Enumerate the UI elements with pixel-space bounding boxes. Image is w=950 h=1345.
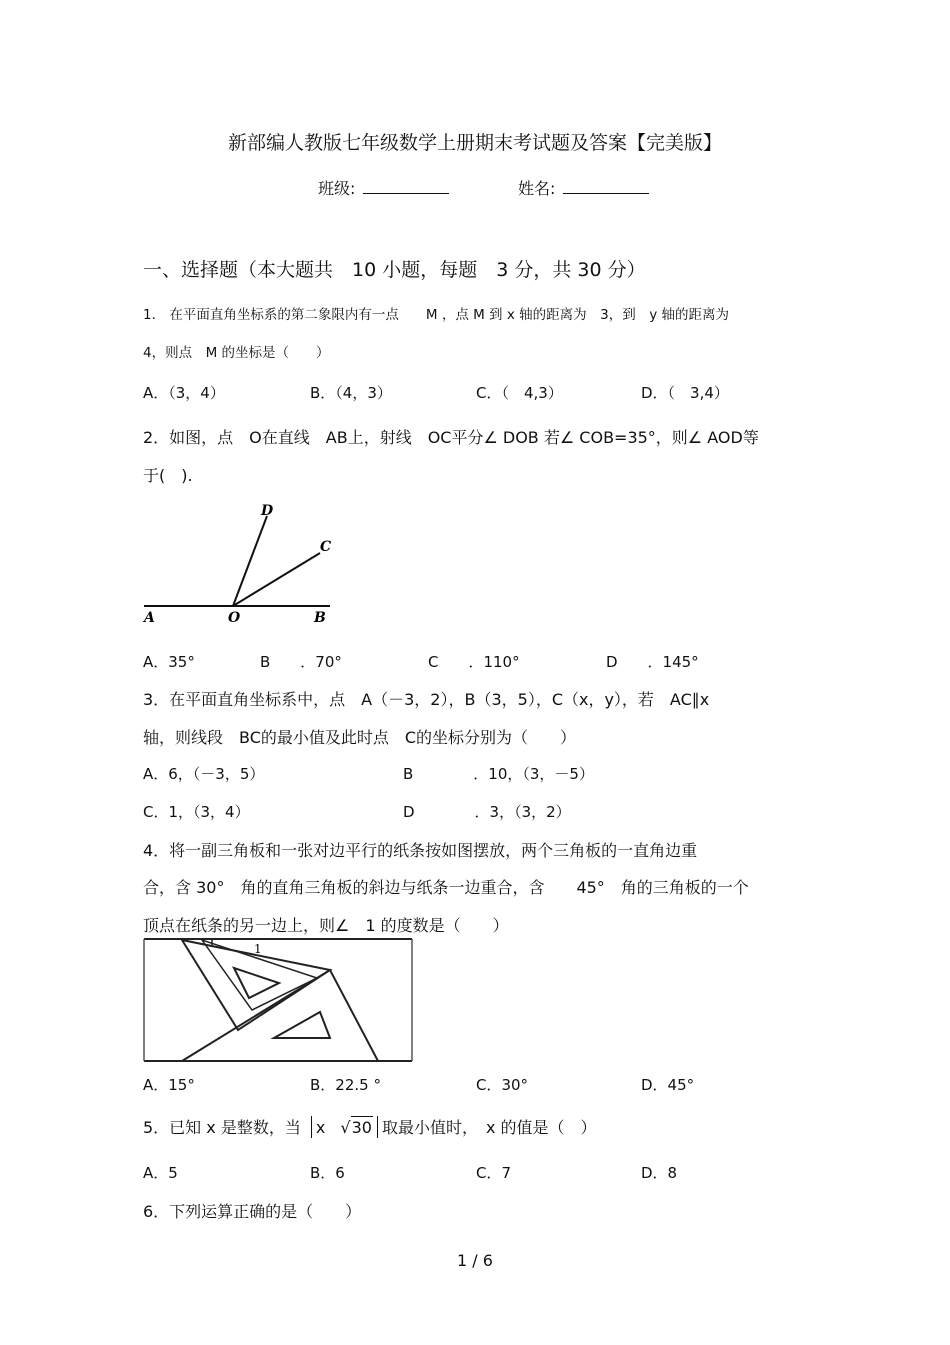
document-title: 新部编人教版七年级数学上册期末考试题及答案【完美版】 — [227, 132, 722, 154]
angle-1-label: 1 — [254, 942, 262, 956]
q5-option-d: D．8 — [641, 1164, 678, 1182]
name-blank[interactable] — [563, 179, 649, 194]
q5-absolute-expression — [311, 1116, 378, 1138]
ray-oc — [233, 553, 320, 606]
q1-option-b: B．（4，3） — [310, 384, 392, 402]
class-label: 班级: — [318, 179, 356, 198]
triangle-45 — [182, 970, 378, 1061]
page-number: 1 / 6 — [457, 1251, 493, 1270]
class-field — [318, 176, 449, 199]
q5-abs-x: x — [315, 1117, 326, 1137]
q4-option-d: D．45° — [641, 1076, 695, 1094]
q5-prefix: 5．已知 x 是整数，当 — [143, 1118, 301, 1137]
q2-line2: 于( ). — [143, 466, 193, 485]
q1-line1: 1． 在平面直角坐标系的第二象限内有一点 M ，点 M 到 x 轴的距离为 3，到 y 轴的距离为 — [143, 307, 729, 323]
q3-option-d: D ．3，（3，2） — [403, 803, 571, 821]
q1-line2: 4，则点 M 的坐标是（ ） — [143, 345, 330, 361]
q3-line2: 轴，则线段 BC的最小值及此时点 C的坐标分别为（ ） — [143, 728, 577, 747]
q2-option-a: A．35° — [143, 653, 195, 671]
q3-option-c: C．1，（3，4） — [143, 803, 250, 821]
q2-option-c: C ．110° — [428, 653, 520, 671]
label-o: O — [228, 610, 241, 626]
triangle-45-hole — [274, 1012, 330, 1038]
q1-option-c: C．（ 4,3） — [476, 384, 563, 402]
q5-suffix: 取最小值时， x 的值是（ ） — [381, 1118, 597, 1137]
q1-option-a: A．（3，4） — [143, 384, 225, 402]
q3-option-a: A．6，（－3，5） — [143, 765, 265, 783]
q5-line — [143, 1115, 597, 1138]
q5-option-c: C．7 — [476, 1164, 512, 1182]
label-c: C — [320, 539, 332, 555]
q2-option-d: D ．145° — [606, 653, 699, 671]
q2-option-b: B ．70° — [260, 653, 342, 671]
q5-radicand: 30 — [351, 1117, 372, 1137]
q5-option-b: B．6 — [310, 1164, 345, 1182]
ray-od — [233, 516, 267, 606]
q3-option-b: B ．10，（3，－5） — [403, 765, 594, 783]
sqrt-icon: √ — [340, 1117, 351, 1137]
name-label: 姓名: — [518, 179, 556, 198]
section-heading: 一、选择题（本大题共 10 小题，每题 3 分，共 30 分） — [143, 259, 646, 281]
class-blank[interactable] — [363, 179, 449, 194]
triangle-ruler-figure — [142, 938, 414, 1064]
q4-option-c: C．30° — [476, 1076, 529, 1094]
label-b: B — [314, 610, 326, 626]
q5-option-a: A．5 — [143, 1164, 178, 1182]
label-a: A — [144, 610, 155, 626]
label-d: D — [261, 503, 274, 519]
q3-line1: 3．在平面直角坐标系中，点 A（－3，2），B（3，5），C（x，y），若 AC∥x — [143, 690, 710, 709]
q4-line2: 合，含 30° 角的直角三角板的斜边与纸条一边重合，含 45° 角的三角板的一个 — [143, 878, 749, 897]
q1-option-d: D．（ 3,4） — [641, 384, 729, 402]
q2-line1: 2．如图，点 O在直线 AB上，射线 OC平分∠ DOB 若∠ COB=35°，则∠ AOD等 — [143, 428, 759, 447]
q4-line1: 4．将一副三角板和一张对边平行的纸条按如图摆放，两个三角板的一直角边重 — [143, 841, 698, 860]
q4-line3: 顶点在纸条的另一边上，则∠ 1 的度数是（ ） — [143, 916, 509, 935]
q4-option-a: A．15° — [143, 1076, 195, 1094]
q4-option-b: B．22.5 ° — [310, 1076, 381, 1094]
angle-figure — [140, 500, 340, 630]
name-field — [518, 176, 649, 199]
q6-line1: 6．下列运算正确的是（ ） — [143, 1202, 362, 1221]
